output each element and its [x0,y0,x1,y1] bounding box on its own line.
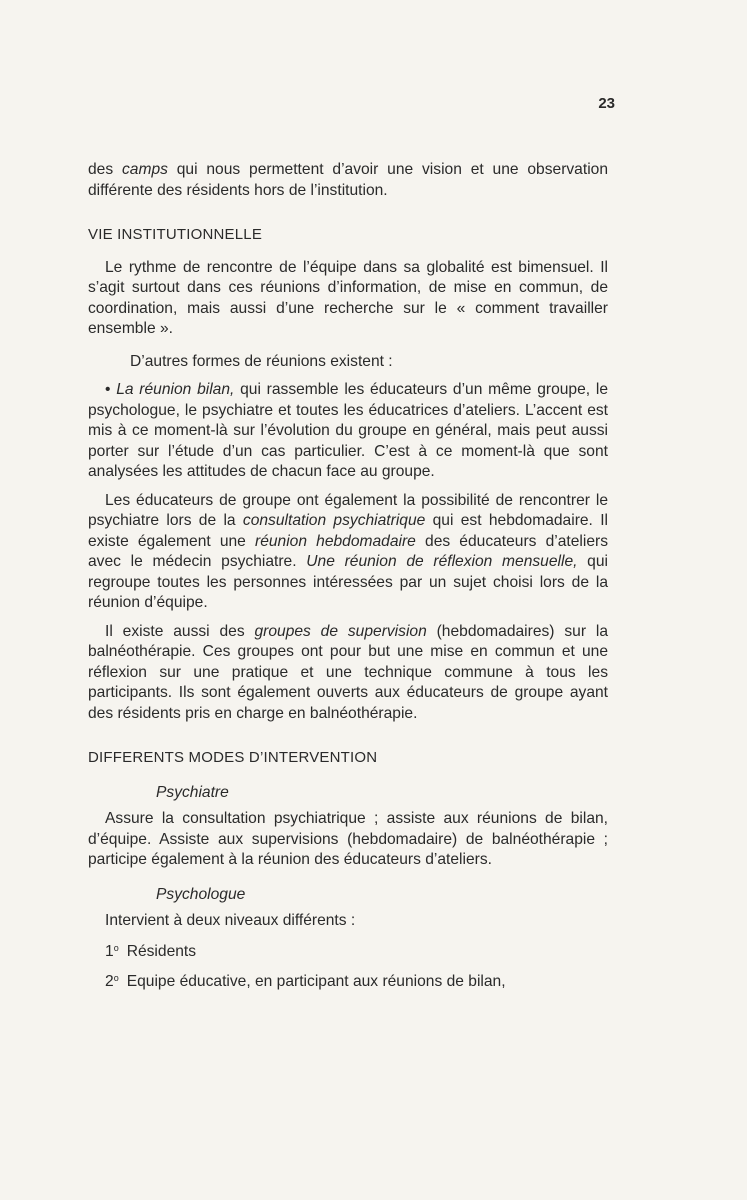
paragraph: D’autres formes de réunions existent : [130,352,393,370]
italic-text: La réunion bilan, [116,381,235,398]
italic-text: groupes de supervision [254,622,427,640]
paragraph: des camps qui nous permettent d’avoir une vision et une observation différente des résidents hors de l’institution. [88,161,608,199]
paragraph: Le rythme de rencontre de l’équipe dans sa globalité est bimensuel. Il s’agit surtout dans ces réunions d’information, de mise en commun, de coordination, mais aussi d’une recherche sur le « comment travailler ensemble ». [88,258,608,337]
paragraph: Intervient à deux niveaux différents : [105,912,356,929]
italic-text: camps [121,161,168,178]
italic-text: consultation psychiatrique [242,512,426,529]
subheading-psychologue: Psychologue [156,885,246,903]
paragraph: Il existe aussi des groupes de supervision (hebdomadaires) sur la balnéothérapie. Ces groupes ont pour but une mise en commun et une réflexion sur une pratique et une technique commune à tous les participants. Ils sont également ouverts aux éducateurs de groupe ayant des résidents pris en charge en balnéothérapie. [88,622,608,722]
list-item: 1$^o$ Résidents [105,942,197,960]
bullet-paragraph: • La réunion bilan, qui rassemble les éducateurs d’un même groupe, le psychologue, le psychiatre et toutes les éducatrices d’ateliers. L’accent est mis à ce moment-là sur l’évolution du groupe en général, mais peut aussi porter sur l’étude d’un cas particulier. C’est à ce moment-là que sont analysées les attitudes de chacun face au groupe. [88,381,608,480]
section-heading-vie-institutionnelle: VIE INSTITUTIONNELLE [88,226,263,243]
page-number: 23 [598,95,615,112]
document-body [88,160,608,993]
section-heading-modes-intervention: DIFFERENTS MODES D’INTERVENTION [88,749,378,766]
list-item: 2$^o$ Equipe éducative, en participant aux réunions de bilan, [105,973,506,990]
subheading-psychiatre: Psychiatre [156,783,229,801]
paragraph: Les éducateurs de groupe ont également la possibilité de rencontrer le psychiatre lors de la consultation psychiatrique qui est hebdomadaire. Il existe également une réunion hebdomadaire des éducateurs d’ateliers avec le médecin psychiatre. Une réunion de réflexion mensuelle, qui regroupe toutes les personnes intéressées par un sujet choisi lors de la réunion d’équipe. [88,491,608,611]
paragraph: Assure la consultation psychiatrique ; assiste aux réunions de bilan, d’équipe. Assiste aux supervisions (hebdomadaire) de balnéothérapie ; participe également à la réunion des éducateurs d’ateliers. [88,810,608,868]
italic-text: Une réunion de réflexion mensuelle, [306,553,578,570]
italic-text: réunion hebdomadaire [255,532,416,550]
